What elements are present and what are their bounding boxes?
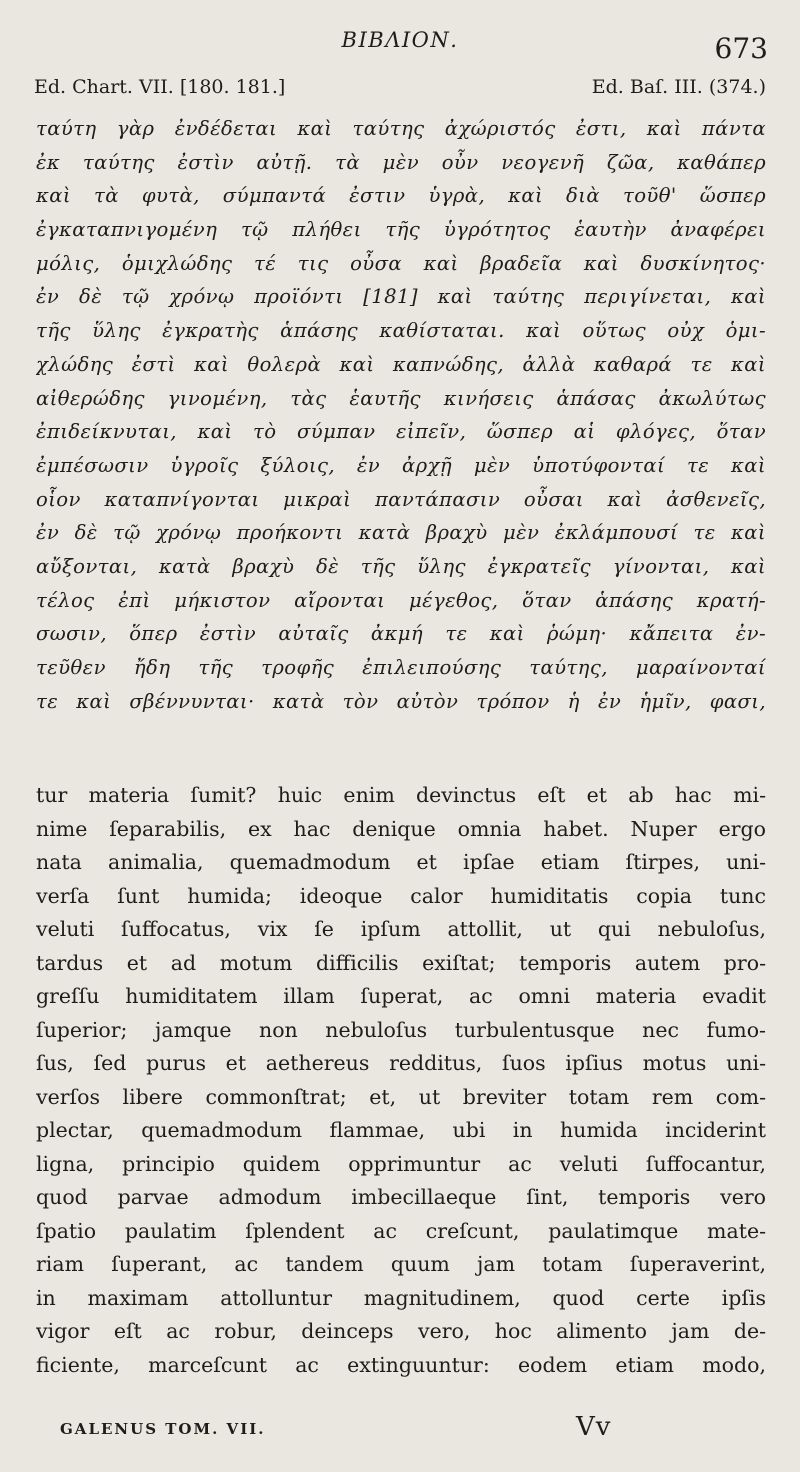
greek-text-line: σωσιν, ὅπερ ἐστὶν αὐταῖς ἀκμή τε καὶ ῥώμη· κἄπειτα ἐν- (36, 622, 766, 646)
latin-text-line: verſa ſunt humida; ideoque calor humiditatis copia tunc (36, 883, 766, 908)
latin-text-line: ſpatio paulatim ſplendent ac creſcunt, paulatimque mate- (36, 1218, 766, 1243)
latin-text-line: ficiente, marceſcunt ac extinguuntur: eodem etiam modo, (36, 1352, 766, 1377)
footer-author-volume: GALENUS TOM. VII. (60, 1420, 266, 1438)
latin-text-line: nime ſeparabilis, ex hac denique omnia habet. Nuper ergo (36, 816, 766, 841)
greek-text-line: μόλις, ὁμιχλώδης τέ τις οὖσα καὶ βραδεῖα καὶ δυσκίνητος· (36, 251, 766, 275)
latin-text-line: in maximam attolluntur magnitudinem, quod certe ipſis (36, 1285, 766, 1310)
greek-text-line: καὶ τὰ φυτὰ, σύμπαντά ἐστιν ὑγρὰ, καὶ διὰ τοῦθ' ὥσπερ (36, 184, 766, 208)
latin-text-line: tur materia ſumit? huic enim devinctus eſt et ab hac mi- (36, 783, 766, 807)
latin-text-line: quod parvae admodum imbecillaeque ſint, temporis vero (36, 1185, 766, 1209)
latin-text-line: plectar, quemadmodum flammae, ubi in humida inciderint (36, 1118, 766, 1142)
greek-text-line: αἰθερώδης γινομένη, τὰς ἑαυτῆς κινήσεις ἁπάσας ἀκωλύτως (36, 386, 766, 410)
greek-text-block (36, 112, 766, 718)
latin-text-line: tardus et ad motum difficilis exiſtat; temporis autem pro- (36, 950, 766, 975)
greek-text-line: ἐπιδείκνυται, καὶ τὸ σύμπαν εἰπεῖν, ὥσπερ αἱ φλόγες, ὅταν (36, 420, 766, 444)
greek-text-line: ἐν δὲ τῷ χρόνῳ προήκοντι κατὰ βραχὺ μὲν ἐκλάμπουσί τε καὶ (36, 521, 766, 545)
latin-text-line: ligna, principio quidem opprimuntur ac veluti ſuffocantur, (36, 1151, 766, 1176)
latin-text-line: vigor eſt ac robur, deinceps vero, hoc alimento jam de- (36, 1319, 766, 1343)
greek-text-line: τεῦθεν ἤδη τῆς τροφῆς ἐπιλειπούσης ταύτης, μαραίνονταί (36, 656, 766, 679)
latin-text-line: riam ſuperant, ac tandem quum jam totam ſuperaverint, (36, 1252, 766, 1276)
greek-text-line: χλώδης ἐστὶ καὶ θολερὰ καὶ καπνώδης, ἀλλὰ καθαρά τε καὶ (36, 352, 766, 376)
greek-text-line: τε καὶ σβέννυνται· κατὰ τὸν αὐτὸν τρόπον ἡ ἐν ἡμῖν, φασι, (36, 689, 766, 713)
greek-text-line: οἷον καταπνίγονται μικραὶ παντάπασιν οὖσαι καὶ ἀσθενεῖς, (36, 487, 766, 511)
greek-text-line: ἐμπέσωσιν ὑγροῖς ξύλοις, ἐν ἀρχῇ μὲν ὑποτύφονταί τε καὶ (36, 453, 766, 477)
greek-text-line: ἐκ ταύτης ἐστὶν αὐτῇ. τὰ μὲν οὖν νεογενῆ ζῶα, καθάπερ (36, 150, 766, 174)
footer-signature-mark: Vv (576, 1412, 612, 1442)
greek-text-line: ταύτη γὰρ ἐνδέδεται καὶ ταύτης ἀχώριστός ἐστι, καὶ πάντα (36, 117, 766, 140)
latin-text-block (36, 779, 766, 1382)
latin-text-line: verſos libere commonſtrat; et, ut breviter totam rem com- (36, 1084, 766, 1109)
edition-reference-basel: Ed. Baſ. III. (374.) (591, 76, 766, 98)
greek-text-line: αὔξονται, κατὰ βραχὺ δὲ τῆς ὕλης ἐγκρατεῖς γίνονται, καὶ (36, 554, 766, 578)
page-number: 673 (714, 32, 768, 65)
latin-text-line: nata animalia, quemadmodum et ipſae etiam ſtirpes, uni- (36, 850, 766, 874)
latin-text-line: ſus, ſed purus et aethereus redditus, ſuos ipſius motus uni- (36, 1051, 766, 1075)
greek-text-line: τῆς ὕλης ἐγκρατὴς ἁπάσης καθίσταται. καὶ οὕτως οὐχ ὁμι- (36, 319, 766, 343)
latin-text-line: greſſu humiditatem illam ſuperat, ac omni materia evadit (36, 984, 766, 1008)
greek-text-line: ἐν δὲ τῷ χρόνῳ προϊόντι [181] καὶ ταύτης περιγίνεται, καὶ (36, 285, 766, 309)
latin-text-line: veluti ſuffocatus, vix ſe ipſum attollit, ut qui nebuloſus, (36, 917, 766, 941)
greek-text-line: ἐγκαταπνιγομένη τῷ πλήθει τῆς ὑγρότητος ἑαυτὴν ἀναφέρει (36, 218, 766, 242)
latin-text-line: ſuperior; jamque non nebuloſus turbulentusque nec fumo- (36, 1017, 766, 1042)
edition-reference-chartier: Ed. Chart. VII. [180. 181.] (34, 76, 286, 98)
greek-text-line: τέλος ἐπὶ μήκιστον αἴρονται μέγεθος, ὅταν ἁπάσης κρατή- (36, 588, 766, 612)
running-title: BIBΛΙΟΝ. (341, 28, 459, 52)
